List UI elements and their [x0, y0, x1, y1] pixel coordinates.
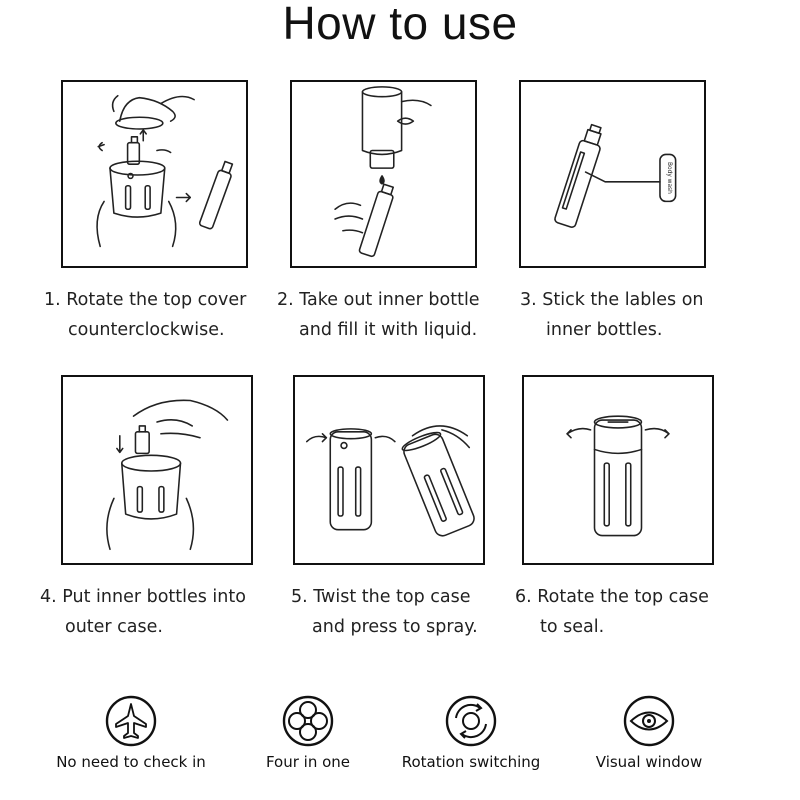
four-circles-icon [281, 694, 335, 748]
step-5-caption [291, 582, 478, 642]
step-6-caption [515, 582, 709, 642]
step-3-caption [520, 285, 704, 345]
step-1-line1: 1. Rotate the top cover [44, 290, 247, 310]
eye-icon [622, 694, 676, 748]
label-tag-text: Body wash [665, 162, 672, 194]
step-4-line2: outer case. [65, 617, 163, 637]
feature-label-four-in-one: Four in one [265, 753, 351, 771]
feature-label-no-check-in: No need to check in [56, 753, 206, 771]
step-4-caption [40, 582, 246, 642]
step-3-illustration [519, 80, 706, 268]
step-1-caption [44, 285, 246, 345]
step-3-line1: 3. Stick the lables on [520, 290, 704, 310]
airplane-icon [104, 694, 158, 748]
step-2-line2: and fill it with liquid. [299, 320, 478, 340]
step-2-line1: 2. Take out inner bottle [277, 290, 480, 310]
step-6-drawing [524, 377, 712, 563]
step-3-line2: inner bottles. [546, 320, 663, 340]
step-2-caption [277, 285, 480, 345]
feature-label-rotation-switching: Rotation switching [401, 753, 541, 771]
step-5-line2: and press to spray. [312, 617, 478, 637]
step-4-drawing [63, 377, 251, 563]
step-2-illustration [290, 80, 477, 268]
step-6-line1: 6. Rotate the top case [515, 587, 709, 607]
step-6-illustration [522, 375, 714, 565]
step-5-illustration [293, 375, 485, 565]
page-title: How to use [282, 0, 518, 49]
step-1-drawing [63, 82, 246, 266]
step-3-drawing [521, 82, 704, 266]
step-4-illustration [61, 375, 253, 565]
step-6-line2: to seal. [540, 617, 605, 637]
step-4-line1: 4. Put inner bottles into [40, 587, 246, 607]
step-2-drawing [292, 82, 475, 266]
step-1-line2: counterclockwise. [68, 320, 225, 340]
step-5-line1: 5. Twist the top case [291, 587, 471, 607]
feature-label-visual-window: Visual window [595, 753, 703, 771]
step-1-illustration [61, 80, 248, 268]
step-5-drawing [295, 377, 483, 563]
rotation-icon [444, 694, 498, 748]
